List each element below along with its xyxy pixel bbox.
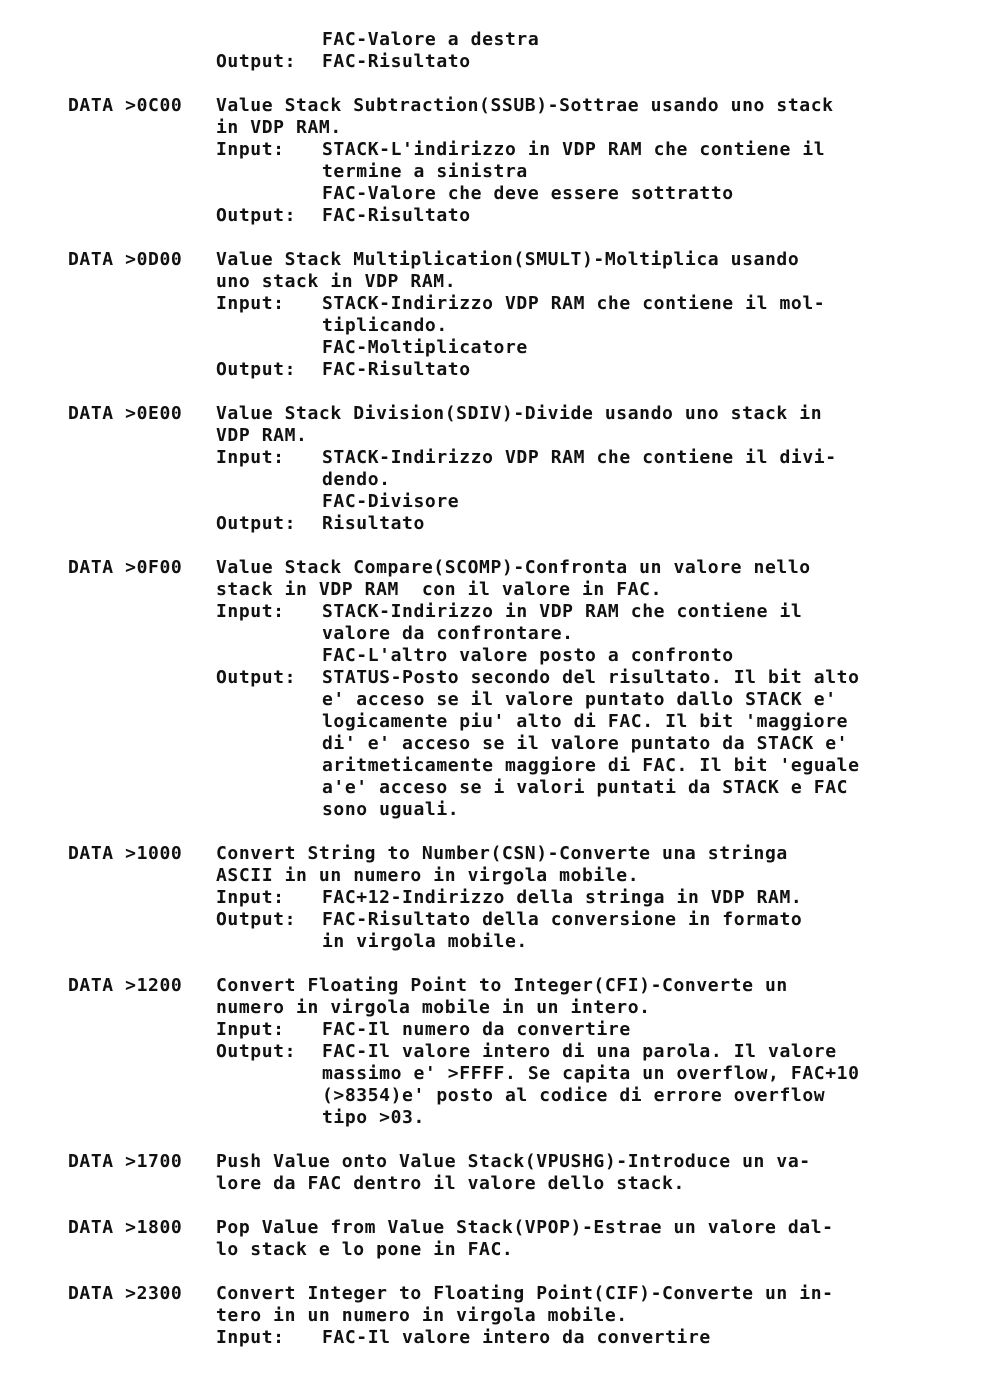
data-address: DATA >1200 (68, 975, 183, 996)
data-address: DATA >0D00 (68, 249, 183, 270)
routine-description-line: Push Value onto Value Stack(VPUSHG)-Introduce un va- (216, 1151, 811, 1172)
input-value-line: STACK-Indirizzo VDP RAM che contiene il divi- (322, 447, 837, 468)
routine-description-line: Value Stack Division(SDIV)-Divide usando uno stack in (216, 403, 823, 424)
output-value-line: a'e' acceso se i valori puntati da STACK e FAC (322, 777, 849, 798)
input-label: Input: (216, 1019, 285, 1040)
output-value-line: FAC-Risultato (322, 359, 471, 380)
input-value-line: STACK-Indirizzo in VDP RAM che contiene il (322, 601, 803, 622)
continued-output-line: FAC-Risultato (322, 51, 471, 72)
data-address: DATA >0E00 (68, 403, 183, 424)
data-address: DATA >1700 (68, 1151, 183, 1172)
output-value-line: Risultato (322, 513, 425, 534)
input-value-line: STACK-Indirizzo VDP RAM che contiene il mol- (322, 293, 826, 314)
routine-description-line: VDP RAM. (216, 425, 308, 446)
data-address: DATA >0F00 (68, 557, 183, 578)
output-value-line: (>8354)e' posto al codice di errore overflow (322, 1085, 826, 1106)
input-value-line: FAC-Valore che deve essere sottratto (322, 183, 734, 204)
input-label: Input: (216, 293, 285, 314)
output-label: Output: (216, 359, 297, 380)
output-value-line: e' acceso se il valore puntato dallo STACK e' (322, 689, 837, 710)
routine-description-line: ASCII in un numero in virgola mobile. (216, 865, 640, 886)
continued-input-line: FAC-Valore a destra (322, 29, 540, 50)
output-label: Output: (216, 205, 297, 226)
output-value-line: sono uguali. (322, 799, 460, 820)
input-value-line: FAC-Il valore intero da convertire (322, 1327, 711, 1348)
output-value-line: di' e' acceso se il valore puntato da STACK e' (322, 733, 849, 754)
input-value-line: FAC-Divisore (322, 491, 460, 512)
data-address: DATA >1800 (68, 1217, 183, 1238)
output-value-line: massimo e' >FFFF. Se capita un overflow, FAC+10 (322, 1063, 860, 1084)
routine-description-line: in VDP RAM. (216, 117, 342, 138)
routine-description-line: Pop Value from Value Stack(VPOP)-Estrae un valore dal- (216, 1217, 834, 1238)
input-value-line: FAC+12-Indirizzo della stringa in VDP RAM. (322, 887, 803, 908)
routine-description-line: Value Stack Compare(SCOMP)-Confronta un valore nello (216, 557, 811, 578)
output-value-line: FAC-Risultato (322, 205, 471, 226)
input-value-line: FAC-Moltiplicatore (322, 337, 528, 358)
data-address: DATA >0C00 (68, 95, 183, 116)
output-value-line: tipo >03. (322, 1107, 425, 1128)
input-value-line: FAC-Il numero da convertire (322, 1019, 631, 1040)
input-label: Input: (216, 447, 285, 468)
continued-output-label: Output: (216, 51, 297, 72)
output-value-line: logicamente piu' alto di FAC. Il bit 'maggiore (322, 711, 849, 732)
input-value-line: STACK-L'indirizzo in VDP RAM che contiene il (322, 139, 826, 160)
data-address: DATA >2300 (68, 1283, 183, 1304)
input-label: Input: (216, 1327, 285, 1348)
input-value-line: FAC-L'altro valore posto a confronto (322, 645, 734, 666)
routine-description-line: uno stack in VDP RAM. (216, 271, 457, 292)
routine-description-line: Convert Floating Point to Integer(CFI)-Converte un (216, 975, 788, 996)
input-value-line: termine a sinistra (322, 161, 528, 182)
input-value-line: dendo. (322, 469, 391, 490)
output-value-line: in virgola mobile. (322, 931, 528, 952)
output-label: Output: (216, 667, 297, 688)
routine-description-line: stack in VDP RAM con il valore in FAC. (216, 579, 663, 600)
input-label: Input: (216, 139, 285, 160)
input-label: Input: (216, 601, 285, 622)
routine-description-line: Value Stack Multiplication(SMULT)-Moltiplica usando (216, 249, 800, 270)
output-value-line: FAC-Risultato della conversione in formato (322, 909, 803, 930)
output-value-line: STATUS-Posto secondo del risultato. Il bit alto (322, 667, 860, 688)
routine-description-line: lore da FAC dentro il valore dello stack. (216, 1173, 685, 1194)
output-label: Output: (216, 909, 297, 930)
output-value-line: FAC-Il valore intero di una parola. Il valore (322, 1041, 837, 1062)
output-label: Output: (216, 1041, 297, 1062)
input-value-line: tiplicando. (322, 315, 448, 336)
routine-description-line: Convert Integer to Floating Point(CIF)-Converte un in- (216, 1283, 834, 1304)
routine-description-line: numero in virgola mobile in un intero. (216, 997, 651, 1018)
input-value-line: valore da confrontare. (322, 623, 574, 644)
input-label: Input: (216, 887, 285, 908)
routine-description-line: lo stack e lo pone in FAC. (216, 1239, 514, 1260)
output-label: Output: (216, 513, 297, 534)
output-value-line: aritmeticamente maggiore di FAC. Il bit 'eguale (322, 755, 860, 776)
routine-description-line: tero in un numero in virgola mobile. (216, 1305, 628, 1326)
routine-description-line: Value Stack Subtraction(SSUB)-Sottrae usando uno stack (216, 95, 834, 116)
routine-description-line: Convert String to Number(CSN)-Converte una stringa (216, 843, 788, 864)
data-address: DATA >1000 (68, 843, 183, 864)
